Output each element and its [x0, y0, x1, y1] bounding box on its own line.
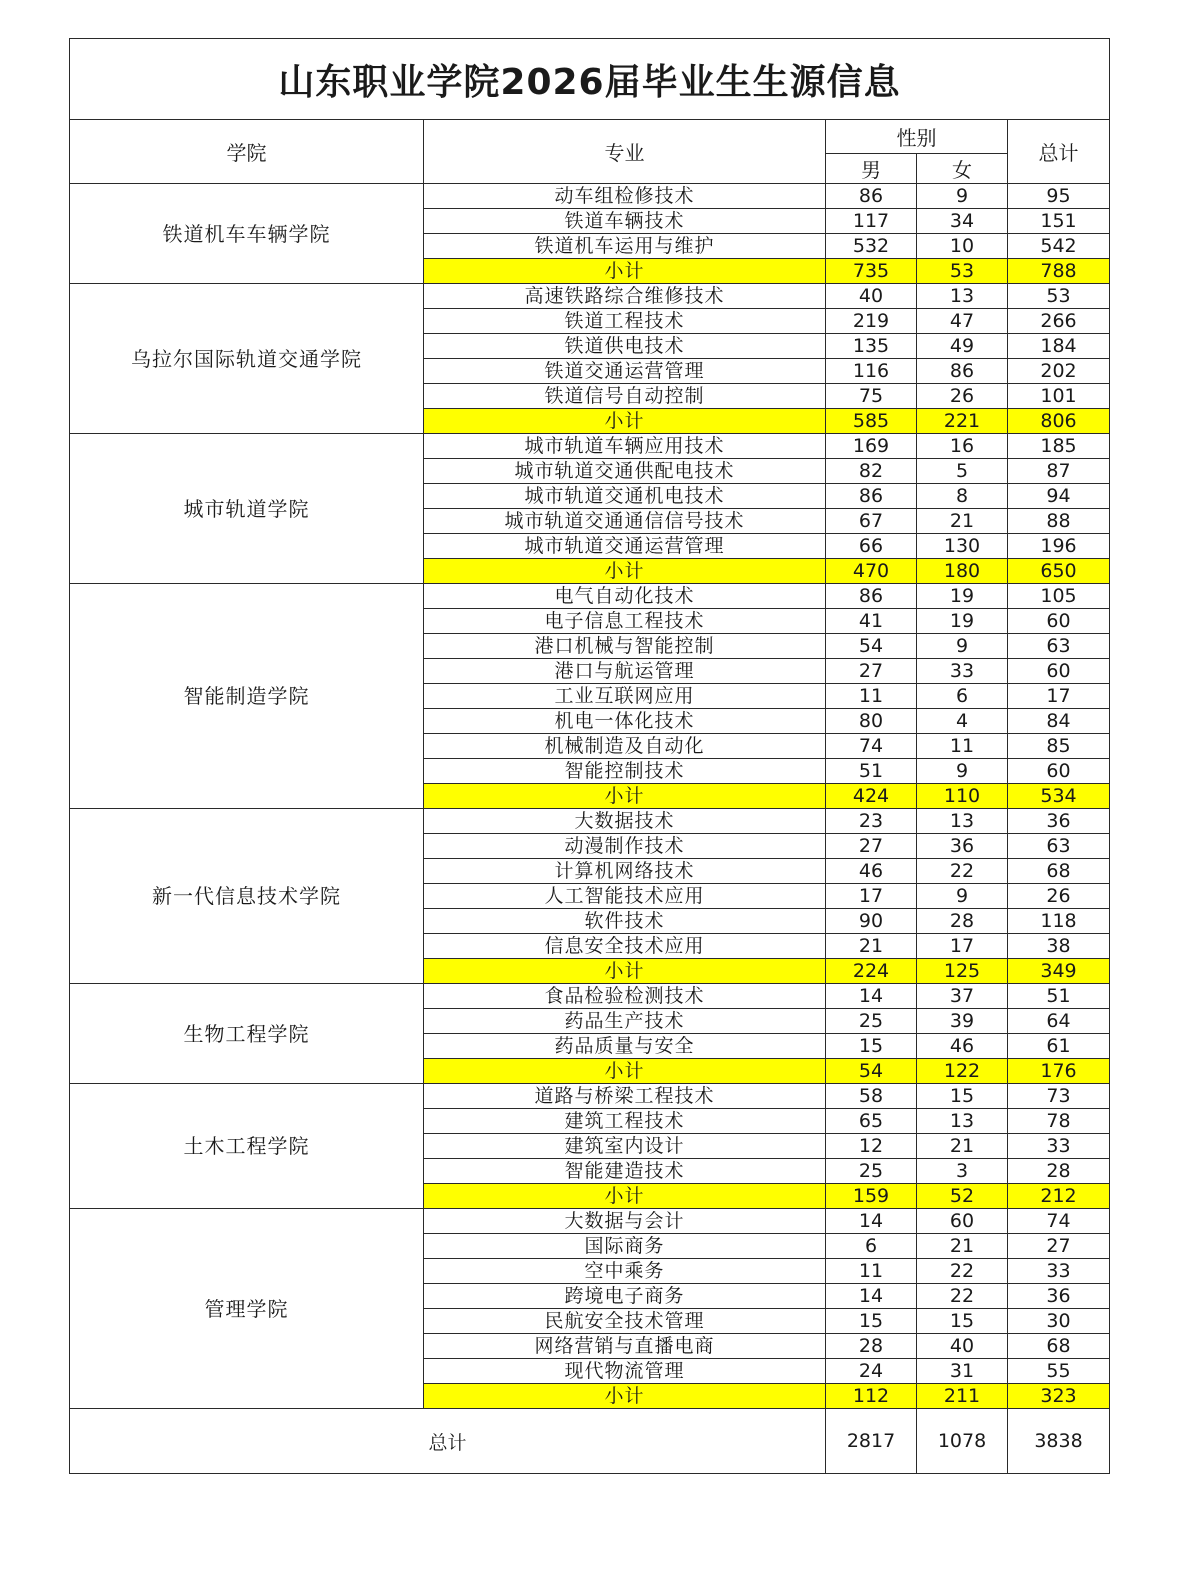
- total-count: 61: [1008, 1034, 1110, 1059]
- female-count: 17: [917, 934, 1008, 959]
- male-count: 14: [826, 1284, 917, 1309]
- female-count: 15: [917, 1309, 1008, 1334]
- female-count: 9: [917, 184, 1008, 209]
- male-count: 25: [826, 1159, 917, 1184]
- total-count: 118: [1008, 909, 1110, 934]
- total-count: 60: [1008, 609, 1110, 634]
- subtotal-male: 159: [826, 1184, 917, 1209]
- subtotal-female: 221: [917, 409, 1008, 434]
- female-count: 11: [917, 734, 1008, 759]
- subtotal-total: 534: [1008, 784, 1110, 809]
- female-count: 22: [917, 859, 1008, 884]
- major-name: 动漫制作技术: [424, 834, 826, 859]
- table-row: [70, 1084, 1110, 1109]
- major-name: 工业互联网应用: [424, 684, 826, 709]
- major-name: 电子信息工程技术: [424, 609, 826, 634]
- major-name: 铁道交通运营管理: [424, 359, 826, 384]
- subtotal-female: 110: [917, 784, 1008, 809]
- female-count: 21: [917, 1234, 1008, 1259]
- major-name: 民航安全技术管理: [424, 1309, 826, 1334]
- female-count: 28: [917, 909, 1008, 934]
- subtotal-male: 470: [826, 559, 917, 584]
- college-name: 铁道机车车辆学院: [70, 184, 424, 284]
- header-female: 女: [917, 154, 1008, 184]
- male-count: 14: [826, 1209, 917, 1234]
- grand-total-female: 1078: [917, 1409, 1008, 1474]
- total-count: 33: [1008, 1134, 1110, 1159]
- subtotal-label: 小计: [424, 1184, 826, 1209]
- subtotal-female: 211: [917, 1384, 1008, 1409]
- total-count: 94: [1008, 484, 1110, 509]
- total-count: 95: [1008, 184, 1110, 209]
- female-count: 13: [917, 284, 1008, 309]
- male-count: 46: [826, 859, 917, 884]
- subtotal-female: 52: [917, 1184, 1008, 1209]
- major-name: 铁道车辆技术: [424, 209, 826, 234]
- table-row: [70, 984, 1110, 1009]
- female-count: 26: [917, 384, 1008, 409]
- major-name: 现代物流管理: [424, 1359, 826, 1384]
- total-count: 33: [1008, 1259, 1110, 1284]
- total-count: 202: [1008, 359, 1110, 384]
- total-count: 60: [1008, 659, 1110, 684]
- total-count: 63: [1008, 634, 1110, 659]
- male-count: 41: [826, 609, 917, 634]
- header-major: 专业: [424, 120, 826, 184]
- male-count: 27: [826, 834, 917, 859]
- total-count: 88: [1008, 509, 1110, 534]
- female-count: 5: [917, 459, 1008, 484]
- female-count: 21: [917, 1134, 1008, 1159]
- male-count: 67: [826, 509, 917, 534]
- major-name: 铁道机车运用与维护: [424, 234, 826, 259]
- subtotal-label: 小计: [424, 784, 826, 809]
- college-name: 智能制造学院: [70, 584, 424, 809]
- male-count: 80: [826, 709, 917, 734]
- female-count: 19: [917, 609, 1008, 634]
- major-name: 城市轨道交通机电技术: [424, 484, 826, 509]
- male-count: 14: [826, 984, 917, 1009]
- total-count: 68: [1008, 859, 1110, 884]
- male-count: 11: [826, 1259, 917, 1284]
- college-name: 生物工程学院: [70, 984, 424, 1084]
- major-name: 智能控制技术: [424, 759, 826, 784]
- graduate-source-table: [69, 38, 1110, 1474]
- male-count: 15: [826, 1309, 917, 1334]
- page-title: 山东职业学院2026届毕业生生源信息: [70, 39, 1110, 120]
- major-name: 计算机网络技术: [424, 859, 826, 884]
- female-count: 13: [917, 1109, 1008, 1134]
- major-name: 城市轨道车辆应用技术: [424, 434, 826, 459]
- major-name: 道路与桥梁工程技术: [424, 1084, 826, 1109]
- total-count: 17: [1008, 684, 1110, 709]
- major-name: 大数据技术: [424, 809, 826, 834]
- male-count: 532: [826, 234, 917, 259]
- major-name: 人工智能技术应用: [424, 884, 826, 909]
- enrollment-sheet: [69, 38, 1109, 1474]
- total-count: 68: [1008, 1334, 1110, 1359]
- female-count: 9: [917, 884, 1008, 909]
- total-count: 60: [1008, 759, 1110, 784]
- major-name: 建筑室内设计: [424, 1134, 826, 1159]
- subtotal-label: 小计: [424, 409, 826, 434]
- subtotal-male: 585: [826, 409, 917, 434]
- college-name: 新一代信息技术学院: [70, 809, 424, 984]
- female-count: 34: [917, 209, 1008, 234]
- total-count: 36: [1008, 1284, 1110, 1309]
- subtotal-total: 349: [1008, 959, 1110, 984]
- male-count: 82: [826, 459, 917, 484]
- total-count: 30: [1008, 1309, 1110, 1334]
- subtotal-female: 122: [917, 1059, 1008, 1084]
- male-count: 6: [826, 1234, 917, 1259]
- male-count: 75: [826, 384, 917, 409]
- subtotal-total: 806: [1008, 409, 1110, 434]
- total-count: 101: [1008, 384, 1110, 409]
- female-count: 22: [917, 1259, 1008, 1284]
- female-count: 15: [917, 1084, 1008, 1109]
- male-count: 65: [826, 1109, 917, 1134]
- female-count: 49: [917, 334, 1008, 359]
- table-row: [70, 434, 1110, 459]
- male-count: 66: [826, 534, 917, 559]
- total-count: 196: [1008, 534, 1110, 559]
- major-name: 铁道工程技术: [424, 309, 826, 334]
- total-count: 38: [1008, 934, 1110, 959]
- major-name: 大数据与会计: [424, 1209, 826, 1234]
- female-count: 86: [917, 359, 1008, 384]
- major-name: 港口机械与智能控制: [424, 634, 826, 659]
- male-count: 15: [826, 1034, 917, 1059]
- male-count: 86: [826, 184, 917, 209]
- subtotal-female: 180: [917, 559, 1008, 584]
- table-row: [70, 809, 1110, 834]
- male-count: 11: [826, 684, 917, 709]
- grand-total-row: [70, 1409, 1110, 1474]
- grand-total-sum: 3838: [1008, 1409, 1110, 1474]
- male-count: 169: [826, 434, 917, 459]
- female-count: 39: [917, 1009, 1008, 1034]
- major-name: 铁道供电技术: [424, 334, 826, 359]
- major-name: 跨境电子商务: [424, 1284, 826, 1309]
- subtotal-label: 小计: [424, 1059, 826, 1084]
- college-name: 乌拉尔国际轨道交通学院: [70, 284, 424, 434]
- subtotal-female: 53: [917, 259, 1008, 284]
- major-name: 药品质量与安全: [424, 1034, 826, 1059]
- header-total: 总计: [1008, 120, 1110, 184]
- grand-total-male: 2817: [826, 1409, 917, 1474]
- major-name: 机械制造及自动化: [424, 734, 826, 759]
- total-count: 64: [1008, 1009, 1110, 1034]
- major-name: 食品检验检测技术: [424, 984, 826, 1009]
- total-count: 105: [1008, 584, 1110, 609]
- female-count: 40: [917, 1334, 1008, 1359]
- male-count: 219: [826, 309, 917, 334]
- subtotal-total: 323: [1008, 1384, 1110, 1409]
- total-count: 73: [1008, 1084, 1110, 1109]
- total-count: 78: [1008, 1109, 1110, 1134]
- college-name: 城市轨道学院: [70, 434, 424, 584]
- male-count: 21: [826, 934, 917, 959]
- female-count: 19: [917, 584, 1008, 609]
- subtotal-female: 125: [917, 959, 1008, 984]
- major-name: 城市轨道交通运营管理: [424, 534, 826, 559]
- subtotal-total: 650: [1008, 559, 1110, 584]
- grand-total-label: 总计: [70, 1409, 826, 1474]
- major-name: 网络营销与直播电商: [424, 1334, 826, 1359]
- male-count: 54: [826, 634, 917, 659]
- college-name: 管理学院: [70, 1209, 424, 1409]
- female-count: 31: [917, 1359, 1008, 1384]
- major-name: 信息安全技术应用: [424, 934, 826, 959]
- subtotal-male: 424: [826, 784, 917, 809]
- subtotal-label: 小计: [424, 559, 826, 584]
- table-row: [70, 584, 1110, 609]
- male-count: 24: [826, 1359, 917, 1384]
- subtotal-male: 54: [826, 1059, 917, 1084]
- total-count: 51: [1008, 984, 1110, 1009]
- subtotal-male: 224: [826, 959, 917, 984]
- male-count: 90: [826, 909, 917, 934]
- female-count: 13: [917, 809, 1008, 834]
- female-count: 130: [917, 534, 1008, 559]
- subtotal-male: 112: [826, 1384, 917, 1409]
- subtotal-male: 735: [826, 259, 917, 284]
- total-count: 74: [1008, 1209, 1110, 1234]
- female-count: 36: [917, 834, 1008, 859]
- subtotal-label: 小计: [424, 1384, 826, 1409]
- total-count: 184: [1008, 334, 1110, 359]
- total-count: 87: [1008, 459, 1110, 484]
- male-count: 135: [826, 334, 917, 359]
- subtotal-total: 176: [1008, 1059, 1110, 1084]
- total-count: 542: [1008, 234, 1110, 259]
- female-count: 6: [917, 684, 1008, 709]
- total-count: 185: [1008, 434, 1110, 459]
- total-count: 53: [1008, 284, 1110, 309]
- major-name: 港口与航运管理: [424, 659, 826, 684]
- female-count: 60: [917, 1209, 1008, 1234]
- female-count: 16: [917, 434, 1008, 459]
- total-count: 28: [1008, 1159, 1110, 1184]
- female-count: 33: [917, 659, 1008, 684]
- major-name: 建筑工程技术: [424, 1109, 826, 1134]
- total-count: 85: [1008, 734, 1110, 759]
- major-name: 空中乘务: [424, 1259, 826, 1284]
- table-row: [70, 284, 1110, 309]
- table-body: [70, 184, 1110, 1409]
- subtotal-label: 小计: [424, 959, 826, 984]
- male-count: 58: [826, 1084, 917, 1109]
- major-name: 高速铁路综合维修技术: [424, 284, 826, 309]
- male-count: 86: [826, 584, 917, 609]
- male-count: 40: [826, 284, 917, 309]
- female-count: 47: [917, 309, 1008, 334]
- male-count: 17: [826, 884, 917, 909]
- major-name: 铁道信号自动控制: [424, 384, 826, 409]
- header-gender: 性别: [826, 120, 1008, 154]
- female-count: 21: [917, 509, 1008, 534]
- male-count: 117: [826, 209, 917, 234]
- subtotal-label: 小计: [424, 259, 826, 284]
- major-name: 国际商务: [424, 1234, 826, 1259]
- major-name: 智能建造技术: [424, 1159, 826, 1184]
- female-count: 3: [917, 1159, 1008, 1184]
- male-count: 12: [826, 1134, 917, 1159]
- total-count: 36: [1008, 809, 1110, 834]
- table-row: [70, 184, 1110, 209]
- female-count: 10: [917, 234, 1008, 259]
- female-count: 4: [917, 709, 1008, 734]
- major-name: 软件技术: [424, 909, 826, 934]
- total-count: 151: [1008, 209, 1110, 234]
- college-name: 土木工程学院: [70, 1084, 424, 1209]
- female-count: 22: [917, 1284, 1008, 1309]
- male-count: 28: [826, 1334, 917, 1359]
- subtotal-total: 212: [1008, 1184, 1110, 1209]
- header-male: 男: [826, 154, 917, 184]
- female-count: 46: [917, 1034, 1008, 1059]
- total-count: 55: [1008, 1359, 1110, 1384]
- male-count: 23: [826, 809, 917, 834]
- major-name: 药品生产技术: [424, 1009, 826, 1034]
- total-count: 27: [1008, 1234, 1110, 1259]
- total-count: 63: [1008, 834, 1110, 859]
- male-count: 25: [826, 1009, 917, 1034]
- header-college: 学院: [70, 120, 424, 184]
- major-name: 动车组检修技术: [424, 184, 826, 209]
- female-count: 9: [917, 759, 1008, 784]
- female-count: 37: [917, 984, 1008, 1009]
- total-count: 26: [1008, 884, 1110, 909]
- table-row: [70, 1209, 1110, 1234]
- major-name: 电气自动化技术: [424, 584, 826, 609]
- male-count: 86: [826, 484, 917, 509]
- male-count: 27: [826, 659, 917, 684]
- major-name: 城市轨道交通供配电技术: [424, 459, 826, 484]
- subtotal-total: 788: [1008, 259, 1110, 284]
- total-count: 266: [1008, 309, 1110, 334]
- male-count: 74: [826, 734, 917, 759]
- total-count: 84: [1008, 709, 1110, 734]
- male-count: 116: [826, 359, 917, 384]
- major-name: 机电一体化技术: [424, 709, 826, 734]
- female-count: 8: [917, 484, 1008, 509]
- female-count: 9: [917, 634, 1008, 659]
- male-count: 51: [826, 759, 917, 784]
- major-name: 城市轨道交通通信信号技术: [424, 509, 826, 534]
